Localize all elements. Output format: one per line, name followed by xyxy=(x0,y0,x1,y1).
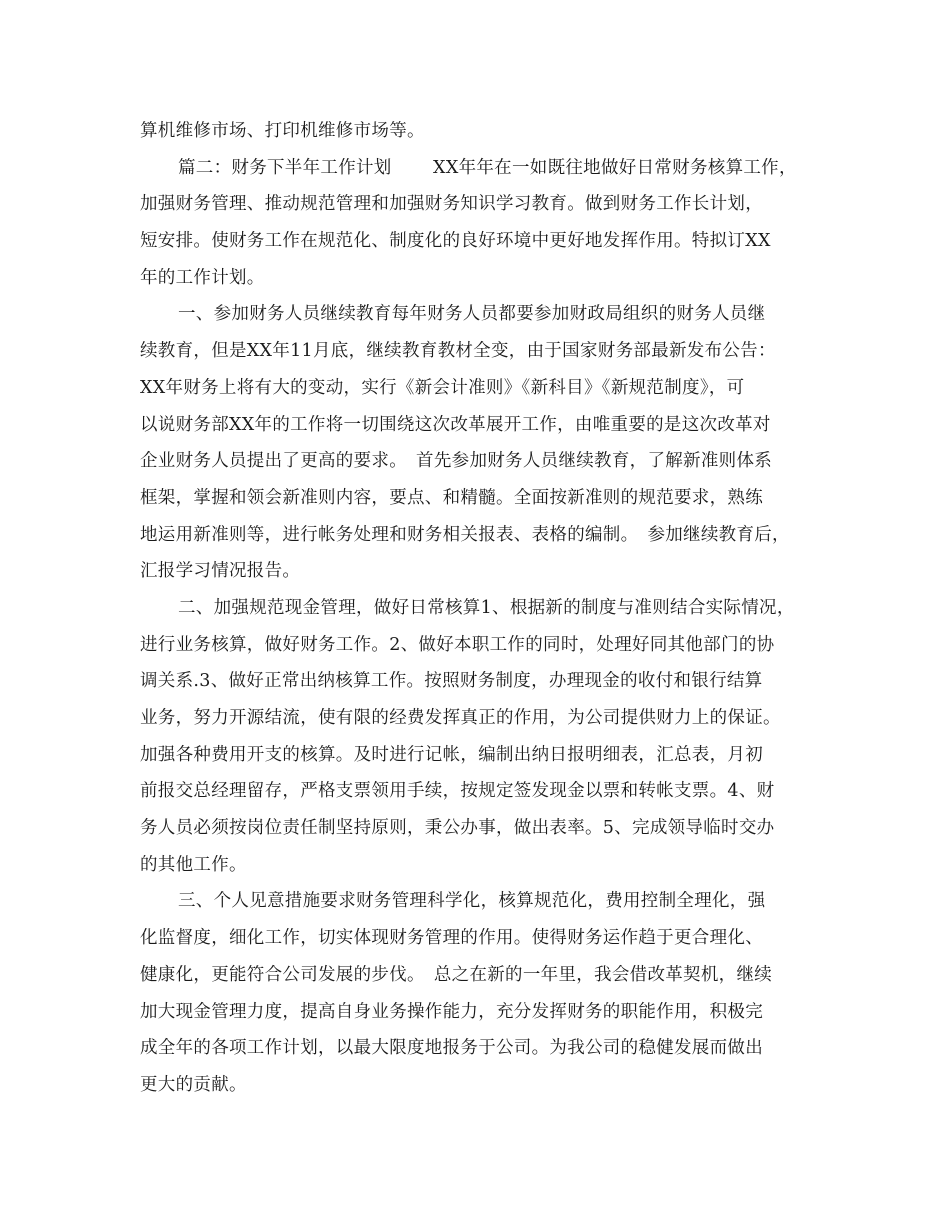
text-line: 务人员必须按岗位责任制坚持原则，秉公办事，做出表率。5、完成领导临时交办 xyxy=(140,818,775,839)
text-line: 健康化，更能符合公司发展的步伐。 总之在新的一年里，我会借改革契机，继续 xyxy=(140,964,773,985)
document-body xyxy=(140,113,820,1104)
text-line: 成全年的各项工作计划，以最大限度地报务于公司。为我公司的稳健发展而做出 xyxy=(140,1038,763,1059)
text-line: 进行业务核算，做好财务工作。2、做好本职工作的同时，处理好同其他部门的协 xyxy=(140,634,775,655)
text-line: 的其他工作。 xyxy=(140,854,247,875)
text-line: 以说财务部XX年的工作将一切围绕这次改革展开工作，由唯重要的是这次改革对 xyxy=(140,414,771,435)
text-line: 一、参加财务人员继续教育每年财务人员都要参加财政局组织的财务人员继 xyxy=(178,304,766,325)
text-line: XX年财务上将有大的变动，实行《新会计准则》《新科目》《新规范制度》，可 xyxy=(140,377,745,398)
text-line: 三、个人见意措施要求财务管理科学化，核算规范化，费用控制全理化，强 xyxy=(178,891,766,912)
text-line: 二、加强规范现金管理，做好日常核算1、根据新的制度与准则结合实际情况， xyxy=(178,597,795,618)
text-line: 业务，努力开源结流，使有限的经费发挥真正的作用，为公司提供财力上的保证。 xyxy=(140,708,781,728)
text-line: 续教育，但是XX年11月底，继续教育教材全变，由于国家财务部最新发布公告： xyxy=(140,341,776,362)
text-line: 框架，掌握和领会新准则内容，要点、和精髓。全面按新准则的规范要求，熟练 xyxy=(140,487,763,508)
text-line: 更大的贡献。 xyxy=(140,1074,247,1095)
text-line: 短安排。使财务工作在规范化、制度化的良好环境中更好地发挥作用。特拟订XX xyxy=(140,231,771,252)
text-line: 加大现金管理力度，提高自身业务操作能力，充分发挥财务的职能作用，积极完 xyxy=(140,1001,763,1022)
text-line: 地运用新准则等，进行帐务处理和财务相关报表、表格的编制。 参加继续教育后， xyxy=(140,524,790,545)
text-line: 年的工作计划。 xyxy=(140,267,265,288)
text-line: 化监督度，细化工作，切实体现财务管理的作用。使得财务运作趋于更合理化、 xyxy=(140,928,763,949)
text-line: 企业财务人员提出了更高的要求。 首先参加财务人员继续教育，了解新准则体系 xyxy=(140,451,773,472)
text-line: 篇二：财务下半年工作计划 XX年年在一如既往地做好日常财务核算工作， xyxy=(178,157,797,178)
text-line: 加强各种费用开支的核算。及时进行记帐，编制出纳日报明细表，汇总表，月初 xyxy=(140,744,763,765)
text-line: 前报交总经理留存，严格支票领用手续，按规定签发现金以票和转帐支票。4、财 xyxy=(140,781,775,802)
text-line: 加强财务管理、推动规范管理和加强财务知识学习教育。做到财务工作长计划， xyxy=(140,194,763,215)
text-line: 调关系.3、做好正常出纳核算工作。按照财务制度，办理现金的收付和银行结算 xyxy=(140,671,763,692)
text-line: 算机维修市场、打印机维修市场等。 xyxy=(140,121,425,141)
text-line: 汇报学习情况报告。 xyxy=(140,561,301,582)
